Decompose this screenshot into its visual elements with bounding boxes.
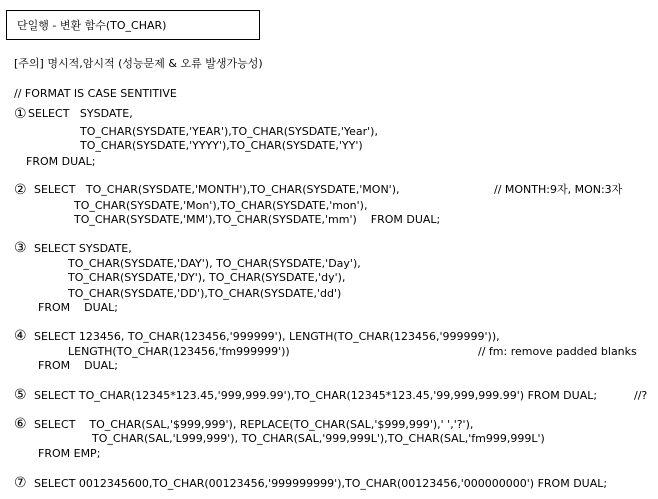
example-2-comment: // MONTH:9자, MON:3자 [494,183,623,196]
example-3-line-5: FROM DUAL; [38,301,118,314]
example-3-line-1: SELECT SYSDATE, [34,242,132,255]
example-6-marker: ⑥ [14,416,27,432]
example-1-line-4: FROM DUAL; [26,155,96,168]
example-1-line-3: TO_CHAR(SYSDATE,'YYYY'),TO_CHAR(SYSDATE,'YY') [80,139,363,152]
example-1-marker: ① [14,106,27,122]
example-7-marker: ⑦ [14,475,27,491]
example-4-line-1: SELECT 123456, TO_CHAR(123456,'999999'), LENGTH(TO_CHAR(123456,'999999')), [34,330,500,343]
example-4-line-2: LENGTH(TO_CHAR(123456,'fm999999')) [68,345,290,358]
format-comment: // FORMAT IS CASE SENTITIVE [14,87,177,100]
example-5-marker: ⑤ [14,387,27,403]
example-6-line-3: FROM EMP; [38,447,101,460]
example-2-line-1: SELECT TO_CHAR(SYSDATE,'MONTH'),TO_CHAR(SYSDATE,'MON'), [34,183,400,196]
example-5-line-1: SELECT TO_CHAR(12345*123.45,'999,999.99'),TO_CHAR(12345*123.45,'99,999,999.99') FROM DUAL; [34,389,598,402]
example-3-line-3: TO_CHAR(SYSDATE,'DY'), TO_CHAR(SYSDATE,'dy'), [68,271,346,284]
example-3-marker: ③ [14,240,27,256]
caution-note: [주의] 명시적,암시적 (성능문제 & 오류 발생가능성) [14,57,263,70]
example-6-line-1: SELECT TO_CHAR(SAL,'$999,999'), REPLACE(TO_CHAR(SAL,'$999,999'),' ','?'), [34,418,474,431]
example-1-line-1: SELECT SYSDATE, [28,107,133,120]
example-1-line-2: TO_CHAR(SYSDATE,'YEAR'),TO_CHAR(SYSDATE,'Year'), [80,125,378,138]
title-box [6,10,260,40]
example-5-comment: //? [634,389,648,402]
example-3-line-2: TO_CHAR(SYSDATE,'DAY'), TO_CHAR(SYSDATE,'Day'), [68,257,361,270]
example-4-comment: // fm: remove padded blanks [478,345,637,358]
example-2-line-3: TO_CHAR(SYSDATE,'MM'),TO_CHAR(SYSDATE,'mm') FROM DUAL; [74,213,441,226]
example-6-line-2: TO_CHAR(SAL,'L999,999'), TO_CHAR(SAL,'999,999L'),TO_CHAR(SAL,'fm999,999L') [92,432,545,445]
example-7-line-1: SELECT 0012345600,TO_CHAR(00123456,'999999999'),TO_CHAR(00123456,'000000000') FROM DUAL; [34,477,608,490]
example-2-line-2: TO_CHAR(SYSDATE,'Mon'),TO_CHAR(SYSDATE,'mon'), [74,199,368,212]
page-title: 단일행 - 변환 함수(TO_CHAR) [17,19,167,32]
example-2-marker: ② [14,182,27,198]
example-4-marker: ④ [14,328,27,344]
example-4-line-3: FROM DUAL; [38,359,118,372]
example-3-line-4: TO_CHAR(SYSDATE,'DD'),TO_CHAR(SYSDATE,'dd') [68,287,342,300]
